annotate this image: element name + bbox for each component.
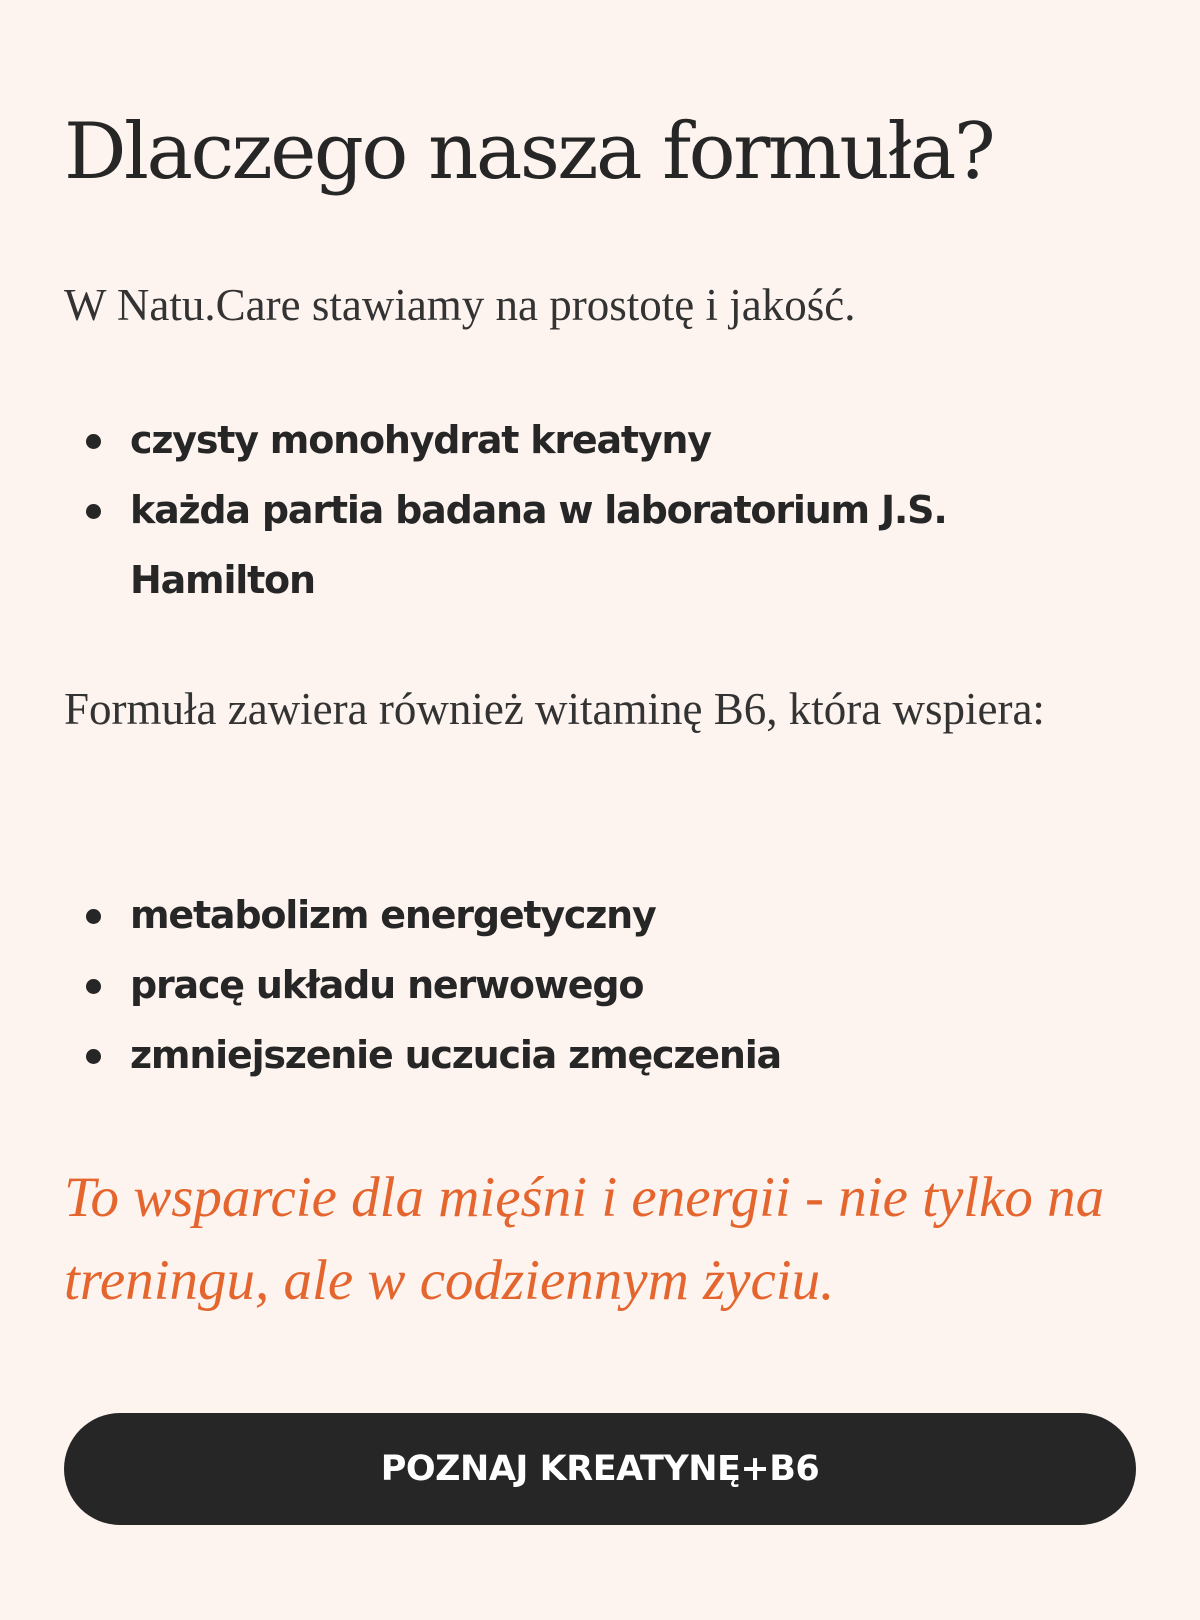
quality-points-list bbox=[64, 405, 1124, 615]
list-item bbox=[64, 405, 1124, 475]
list-item bbox=[64, 880, 1124, 950]
list-item-text: zmniejszenie uczucia zmęczenia bbox=[130, 1033, 781, 1077]
vitamin-benefits-list bbox=[64, 880, 1124, 1090]
cta-button[interactable] bbox=[64, 1413, 1136, 1525]
list-item-text: pracę układu nerwowego bbox=[130, 963, 644, 1007]
list-item-text: każda partia badana w laboratorium J.S. Hamilton bbox=[130, 488, 947, 602]
list-item-text: czysty monohydrat kreatyny bbox=[130, 418, 711, 462]
vitamin-paragraph: Formuła zawiera również witaminę B6, która wspiera: bbox=[64, 684, 1045, 734]
highlight-quote: To wsparcie dla mięśni i energii - nie tylko na treningu, ale w codziennym życiu. bbox=[64, 1166, 1105, 1312]
section-title: Dlaczego nasza formuła? bbox=[64, 107, 994, 197]
list-item-text: metabolizm energetyczny bbox=[130, 893, 656, 937]
bullet-icon bbox=[86, 434, 101, 449]
bullet-icon bbox=[86, 909, 101, 924]
intro-paragraph: W Natu.Care stawiamy na prostotę i jakość. bbox=[64, 280, 856, 330]
cta-button-label: POZNAJ KREATYNĘ+B6 bbox=[380, 1449, 820, 1489]
list-item bbox=[64, 950, 1124, 1020]
list-item bbox=[64, 1020, 1124, 1090]
list-item bbox=[64, 475, 1124, 615]
bullet-icon bbox=[86, 1049, 101, 1064]
bullet-icon bbox=[86, 504, 101, 519]
bullet-icon bbox=[86, 979, 101, 994]
